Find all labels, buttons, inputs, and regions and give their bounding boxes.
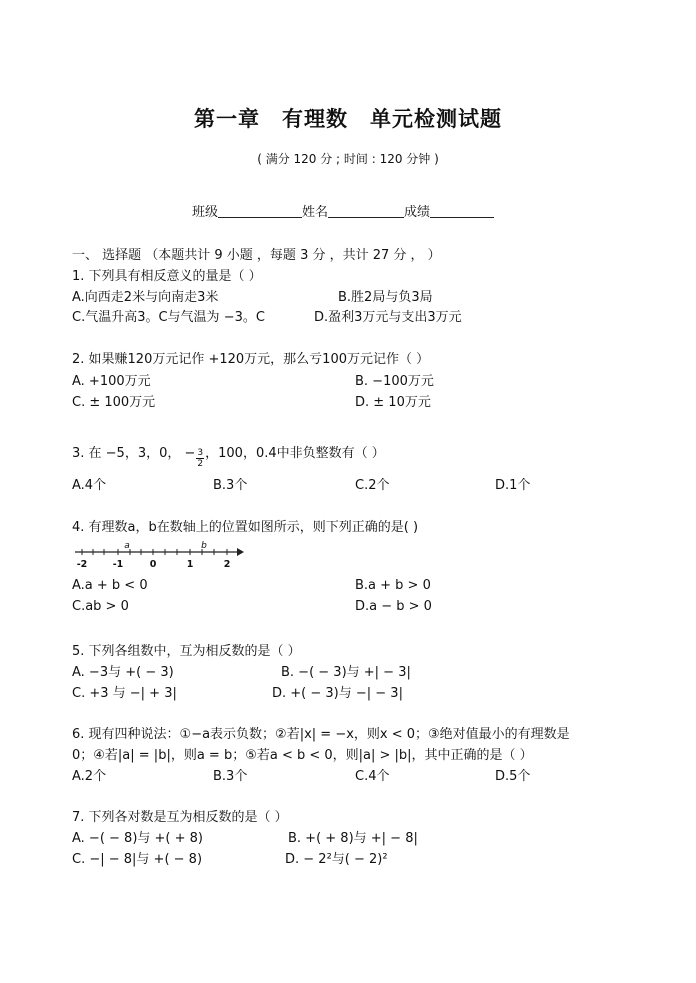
q2-option-b[interactable]: B. −100万元	[355, 374, 434, 389]
q3-option-b[interactable]: B.3个	[213, 478, 248, 493]
q4-option-a[interactable]: A.a + b < 0	[72, 578, 148, 593]
exam-meta: ( 满分 120 分 ; 时间 : 120 分钟 )	[257, 152, 439, 166]
q5-option-a[interactable]: A. −3与 +( − 3)	[72, 665, 174, 680]
q5-option-b[interactable]: B. −( − 3)与 +| − 3|	[281, 665, 411, 680]
class-label: 班级	[192, 205, 219, 220]
q7-option-c[interactable]: C. −| − 8|与 +( − 8)	[72, 852, 203, 867]
q3-stem-pre: 3. 在 −5，3，0， −	[72, 446, 196, 461]
tick-label: 1	[186, 559, 194, 570]
q7-option-a[interactable]: A. −( − 8)与 +( + 8)	[72, 831, 203, 846]
q5-option-c[interactable]: C. +3 与 −| + 3|	[72, 686, 177, 701]
q3-option-c[interactable]: C.2个	[355, 478, 390, 493]
tick-label: 0	[149, 559, 157, 570]
q5-option-d[interactable]: D. +( − 3)与 −| − 3|	[272, 686, 403, 701]
arrow-icon	[237, 548, 244, 556]
q2-option-a[interactable]: A. +100万元	[72, 374, 151, 389]
q6-stem-line1: 6. 现有四种说法：①−a表示负数；②若|x| = −x，则x < 0；③绝对值最小的有理数是	[72, 727, 570, 742]
q7-option-b[interactable]: B. +( + 8)与 +| − 8|	[288, 831, 418, 846]
number-line-figure	[73, 540, 245, 570]
section-heading: 一、 选择题 （本题共计 9 小题 ，每题 3 分 ，共计 27 分 ， ）	[72, 248, 441, 263]
tick-label: 2	[223, 559, 231, 570]
name-blank[interactable]	[328, 204, 404, 218]
fraction-numerator: 3	[197, 448, 204, 458]
q3-option-d[interactable]: D.1个	[495, 478, 531, 493]
class-blank[interactable]	[218, 204, 302, 218]
tick-label: -1	[112, 559, 124, 570]
q6-option-c[interactable]: C.4个	[355, 769, 390, 784]
q7-option-d[interactable]: D. − 2²与( − 2)²	[285, 852, 388, 867]
q7-stem: 7. 下列各对数是互为相反数的是（ ）	[72, 810, 288, 825]
q3-stem	[72, 442, 385, 469]
q6-option-b[interactable]: B.3个	[213, 769, 248, 784]
q6-stem-line2: 0；④若|a| = |b|，则a = b；⑤若a < b < 0，则|a| > |b|，其中正确的是（ ）	[72, 748, 533, 763]
q1-option-c[interactable]: C.气温升高3。C与气温为 −3。C	[72, 310, 265, 325]
q4-option-c[interactable]: C.ab > 0	[72, 599, 129, 614]
student-info-row	[192, 201, 494, 220]
q2-option-d[interactable]: D. ± 10万元	[355, 395, 431, 410]
q1-option-a[interactable]: A.向西走2米与向南走3米	[72, 290, 219, 305]
tick-label: -2	[76, 559, 88, 570]
q1-option-b[interactable]: B.胜2局与负3局	[338, 290, 433, 305]
q3-stem-post: ，100，0.4中非负整数有（ ）	[205, 446, 385, 461]
q5-stem: 5. 下列各组数中，互为相反数的是（ ）	[72, 644, 301, 659]
page-title: 第一章 有理数 单元检测试题	[194, 106, 502, 131]
name-label: 姓名	[302, 205, 329, 220]
q1-option-d[interactable]: D.盈利3万元与支出3万元	[314, 310, 462, 325]
q2-option-c[interactable]: C. ± 100万元	[72, 395, 156, 410]
fraction	[196, 448, 204, 469]
point-a-label: a	[124, 541, 130, 551]
q2-stem: 2. 如果赚120万元记作 +120万元，那么亏100万元记作（ ）	[72, 352, 430, 367]
point-b-label: b	[201, 541, 207, 551]
q1-stem: 1. 下列具有相反意义的量是（ ）	[72, 269, 262, 284]
q6-option-a[interactable]: A.2个	[72, 769, 107, 784]
q3-option-a[interactable]: A.4个	[72, 478, 107, 493]
score-blank[interactable]	[430, 204, 494, 218]
q4-stem: 4. 有理数a，b在数轴上的位置如图所示，则下列正确的是( )	[72, 520, 419, 535]
q4-option-d[interactable]: D.a − b > 0	[355, 599, 432, 614]
q4-option-b[interactable]: B.a + b > 0	[355, 578, 431, 593]
q6-option-d[interactable]: D.5个	[495, 769, 531, 784]
fraction-denominator: 2	[197, 459, 204, 469]
score-label: 成绩	[404, 205, 431, 220]
